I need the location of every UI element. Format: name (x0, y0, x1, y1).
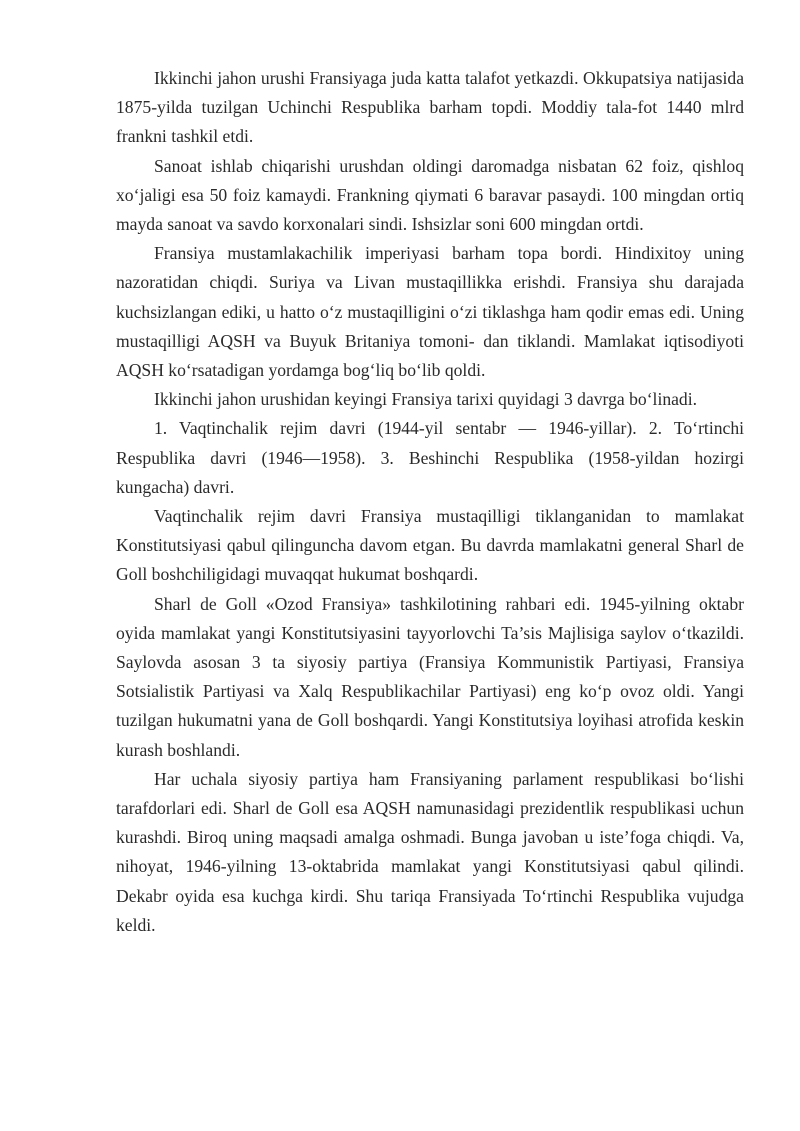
paragraph-de-gaulle-elections: Sharl de Goll «Ozod Fransiya» tashkilotining rahbari edi. 1945-yilning oktabr oyida mamlakat yangi Konstitutsiyasini tayyorlovchi Ta’sis Majlisiga saylov o‘tkazildi. Saylovda asosan 3 ta siyosiy partiya (Fransiya Kommunistik Partiyasi, Fransiya Sotsialistik Partiyasi va Xalq Respublikachilar Partiyasi) eng ko‘p ovoz oldi. Yangi tuzilgan hukumatni yana de Goll boshqardi. Yangi Konstitutsiya loyihasi atrofida keskin kurash boshlandi. (116, 593, 744, 760)
paragraph-periodization-intro: Ikkinchi jahon urushidan keyingi Fransiya tarixi quyidagi 3 davrga bo‘linadi. (154, 389, 698, 410)
paragraph-war-losses: Ikkinchi jahon urushi Fransiyaga juda katta talafot yetkazdi. Okkupatsiya natijasida 1875-yilda tuzilgan Uchinchi Respublika barham topdi. Moddiy tala-fot 1440 mlrd frankni tashkil etdi. (116, 68, 744, 147)
paragraph-provisional-regime: Vaqtinchalik rejim davri Fransiya mustaqilligi tiklanganidan to mamlakat Konstitutsiyasi qabul qilinguncha davom etgan. Bu davrda mamlakatni general Sharl de Goll boshchiligidagi muvaqqat hukumat boshqardi. (116, 506, 744, 585)
paragraph-colonial-empire: Fransiya mustamlakachilik imperiyasi barham topa bordi. Hindixitoy uning nazoratidan chiqdi. Suriya va Livan mustaqillikka erishdi. Fransiya shu darajada kuchsizlangan ediki, u hatto o‘z mustaqilligini o‘zi tiklashga ham qodir emas edi. Uning mustaqilligi AQSH va Buyuk Britaniya tomoni- dan tiklandi. Mamlakat iqtisodiyoti AQSH ko‘rsatadigan yordamga bog‘liq bo‘lib qoldi. (116, 243, 744, 381)
paragraph-periods-list: 1. Vaqtinchalik rejim davri (1944-yil sentabr — 1946-yillar). 2. To‘rtinchi Respublika davri (1946—1958). 3. Beshinchi Respublika (1958-yildan hozirgi kungacha) davri. (116, 418, 744, 497)
paragraph-fourth-republic: Har uchala siyosiy partiya ham Fransiyaning parlament respublikasi bo‘lishi tarafdorlari edi. Sharl de Goll esa AQSH namunasidagi prezidentlik respublikasi uchun kurashdi. Biroq uning maqsadi amalga oshmadi. Bunga javoban u iste’foga chiqdi. Va, nihoyat, 1946-yilning 13-oktabrida mamlakat yangi Konstitutsiyasi qabul qilindi. Dekabr oyida esa kuchga kirdi. Shu tariqa Fransiyada To‘rtinchi Respublika vujudga keldi. (116, 768, 744, 935)
paragraph-economic-decline: Sanoat ishlab chiqarishi urushdan oldingi daromadga nisbatan 62 foiz, qishloq xo‘jaligi esa 50 foiz kamaydi. Frankning qiymati 6 baravar pasaydi. 100 mingdan ortiq mayda sanoat va savdo korxonalari sindi. Ishsizlar soni 600 mingdan ortdi. (116, 155, 744, 235)
